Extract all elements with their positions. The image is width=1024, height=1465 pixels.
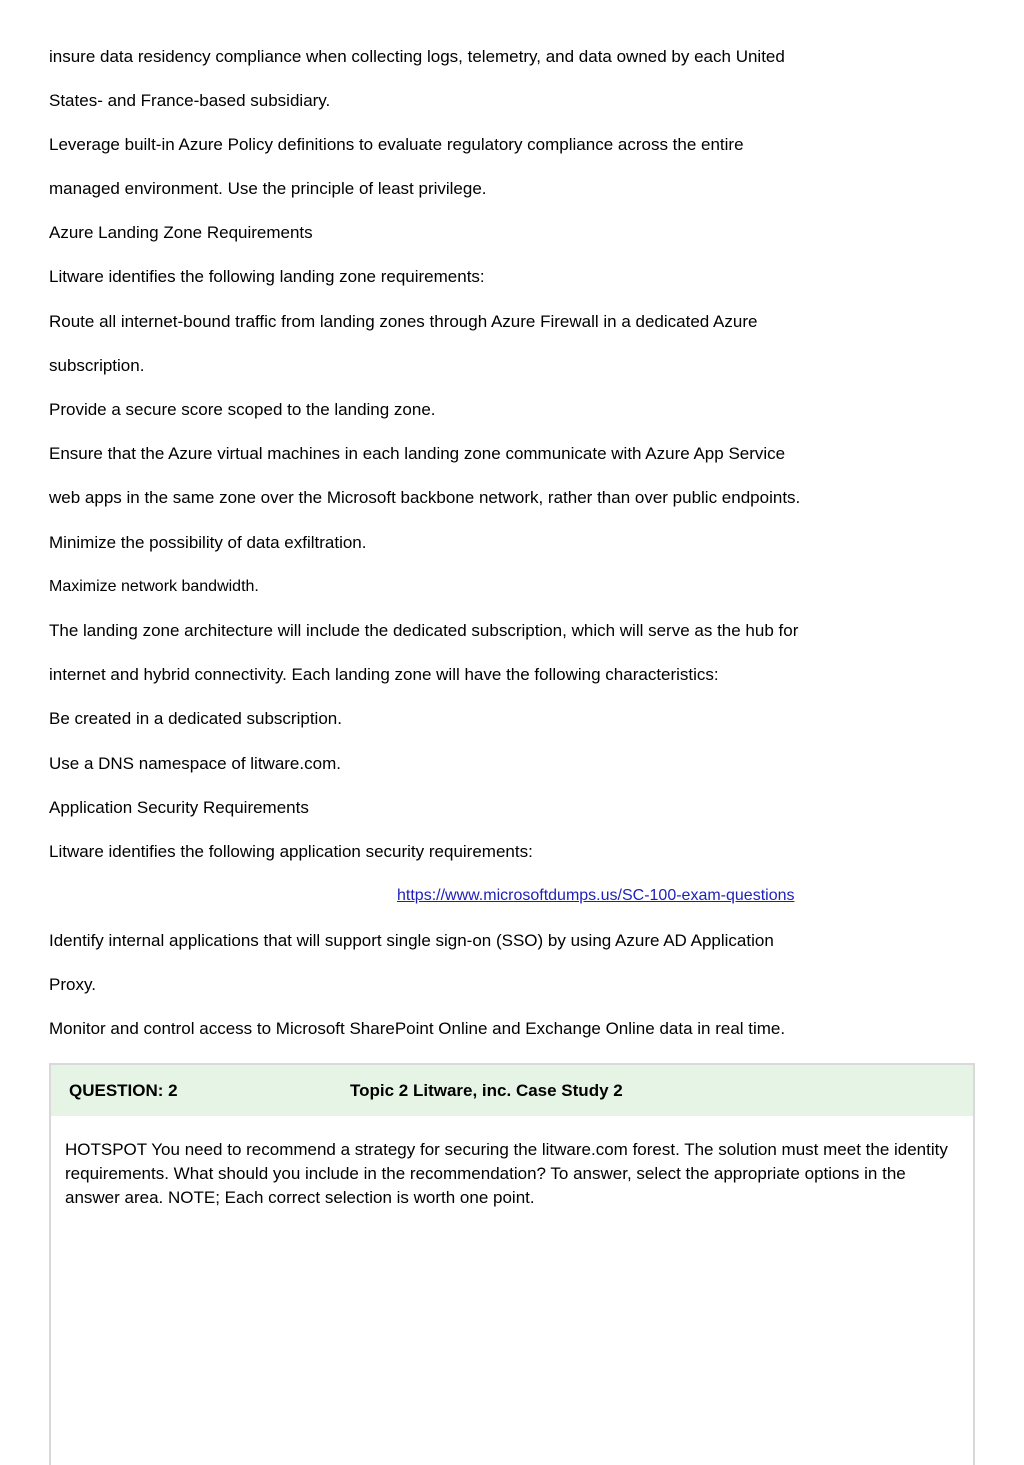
question-number: QUESTION: 2 — [69, 1081, 178, 1100]
question-box — [49, 1063, 975, 1465]
paragraph-line: Proxy. — [49, 975, 96, 994]
paragraph-line: Monitor and control access to Microsoft SharePoint Online and Exchange Online data in real time. — [49, 1019, 786, 1038]
section-heading: Azure Landing Zone Requirements — [49, 223, 313, 242]
paragraph-line: Maximize network bandwidth. — [49, 578, 259, 595]
paragraph-line: Be created in a dedicated subscription. — [49, 709, 342, 728]
paragraph-line: internet and hybrid connectivity. Each landing zone will have the following characteristics: — [49, 665, 719, 684]
paragraph-line: Identify internal applications that will support single sign-on (SSO) by using Azure AD Application — [49, 931, 774, 950]
paragraph-line: Ensure that the Azure virtual machines in each landing zone communicate with Azure App Service — [49, 444, 786, 463]
paragraph-line: Use a DNS namespace of litware.com. — [49, 754, 341, 773]
exam-questions-link[interactable]: https://www.microsoftdumps.us/SC-100-exam-questions — [397, 887, 795, 904]
paragraph-line: Minimize the possibility of data exfiltration. — [49, 533, 367, 552]
paragraph-line: managed environment. Use the principle of least privilege. — [49, 179, 487, 198]
question-header — [51, 1065, 973, 1116]
paragraph-line: Provide a secure score scoped to the landing zone. — [49, 400, 436, 419]
paragraph-line: Leverage built-in Azure Policy definitions to evaluate regulatory compliance across the entire — [49, 135, 744, 154]
paragraph-line: The landing zone architecture will include the dedicated subscription, which will serve as the hub for — [49, 621, 799, 640]
footer-link-line — [397, 885, 794, 907]
paragraph-line: Litware identifies the following application security requirements: — [49, 842, 533, 861]
paragraph-line: insure data residency compliance when collecting logs, telemetry, and data owned by each United — [49, 47, 785, 66]
paragraph-line: web apps in the same zone over the Microsoft backbone network, rather than over public endpoints. — [49, 488, 801, 507]
paragraph-line: Litware identifies the following landing zone requirements: — [49, 267, 485, 286]
paragraph-line: States- and France-based subsidiary. — [49, 91, 331, 110]
paragraph-line: Route all internet-bound traffic from landing zones through Azure Firewall in a dedicated Azure — [49, 312, 758, 331]
section-heading: Application Security Requirements — [49, 798, 309, 817]
question-topic: Topic 2 Litware, inc. Case Study 2 — [350, 1081, 623, 1100]
paragraph-line: subscription. — [49, 356, 145, 375]
question-body: HOTSPOT You need to recommend a strategy for securing the litware.com forest. The solution must meet the identity requirements. What should you include in the recommendation? To answer, select the appropriate options in the answer area. NOTE; Each correct selection is worth one point. — [65, 1140, 948, 1207]
